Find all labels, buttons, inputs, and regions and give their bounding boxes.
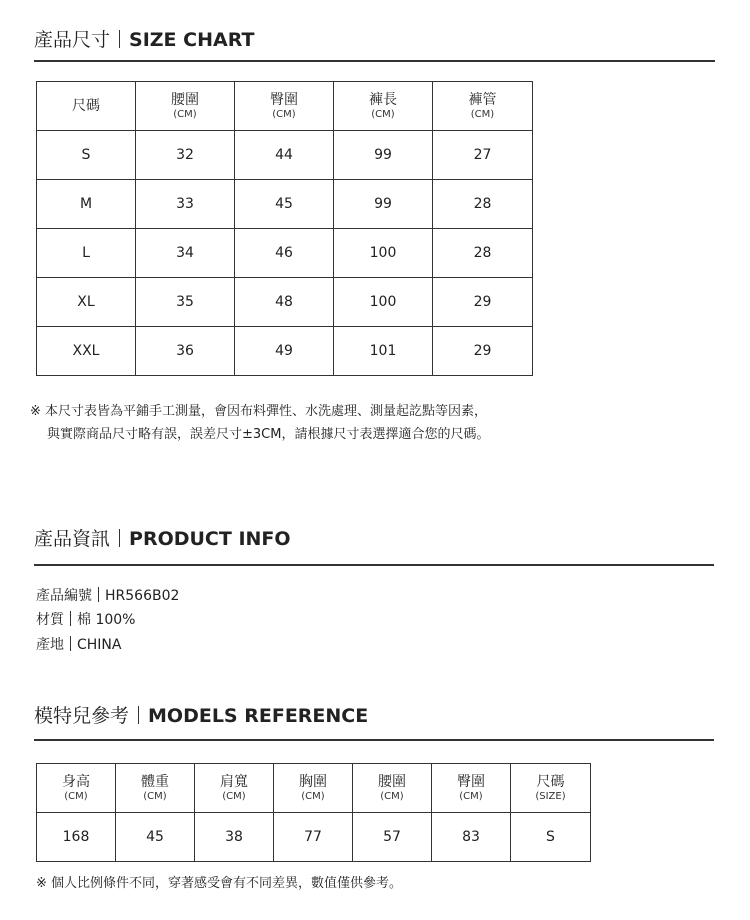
origin-row: 產地 CHINA [36, 637, 122, 653]
table-row: XL 35 48 100 29 [37, 278, 533, 327]
header-size: 尺碼 [37, 82, 136, 131]
models-header-row [37, 764, 591, 813]
models-reference-table [36, 763, 591, 862]
product-info-divider [34, 564, 714, 566]
models-reference-note: ※ 個人比例條件不同，穿著感受會有不同差異，數值僅供參考。 [36, 876, 403, 891]
material-row: 材質 棉 100% [36, 612, 136, 628]
table-row: XXL 36 49 101 29 [37, 327, 533, 376]
product-code-row: 產品編號 HR566B02 [36, 588, 180, 604]
table-row: 168 45 38 77 57 83 S [37, 813, 591, 862]
product-info-title: 產品資訊 PRODUCT INFO [34, 528, 291, 550]
header-hip: 臀圍 (CM) [432, 764, 511, 813]
header-waist: 腰圍 (CM) [136, 82, 235, 131]
models-reference-divider [34, 739, 714, 741]
header-height: 身高 (CM) [37, 764, 116, 813]
header-waist: 腰圍 (CM) [353, 764, 432, 813]
models-reference-title: 模特兒參考 MODELS REFERENCE [34, 705, 369, 727]
header-leg-opening: 褲管 (CM) [433, 82, 533, 131]
header-hip: 臀圍 (CM) [235, 82, 334, 131]
header-size: 尺碼 (SIZE) [511, 764, 591, 813]
size-chart-title: 產品尺寸 SIZE CHART [34, 29, 255, 51]
size-chart-table [36, 81, 533, 376]
header-chest: 胸圍 (CM) [274, 764, 353, 813]
header-weight: 體重 (CM) [116, 764, 195, 813]
table-row: S 32 44 99 27 [37, 131, 533, 180]
size-chart-note: ※ 本尺寸表皆為平鋪手工測量，會因布料彈性、水洗處理、測量起訖點等因素， 與實際商品尺寸略有誤，誤差尺寸±3CM，請根據尺寸表選擇適合您的尺碼。 [30, 404, 490, 442]
header-shoulder: 肩寬 (CM) [195, 764, 274, 813]
size-chart-divider [34, 60, 715, 62]
table-row: L 34 46 100 28 [37, 229, 533, 278]
header-length: 褲長 (CM) [334, 82, 433, 131]
table-row: M 33 45 99 28 [37, 180, 533, 229]
size-chart-header-row [37, 82, 533, 131]
